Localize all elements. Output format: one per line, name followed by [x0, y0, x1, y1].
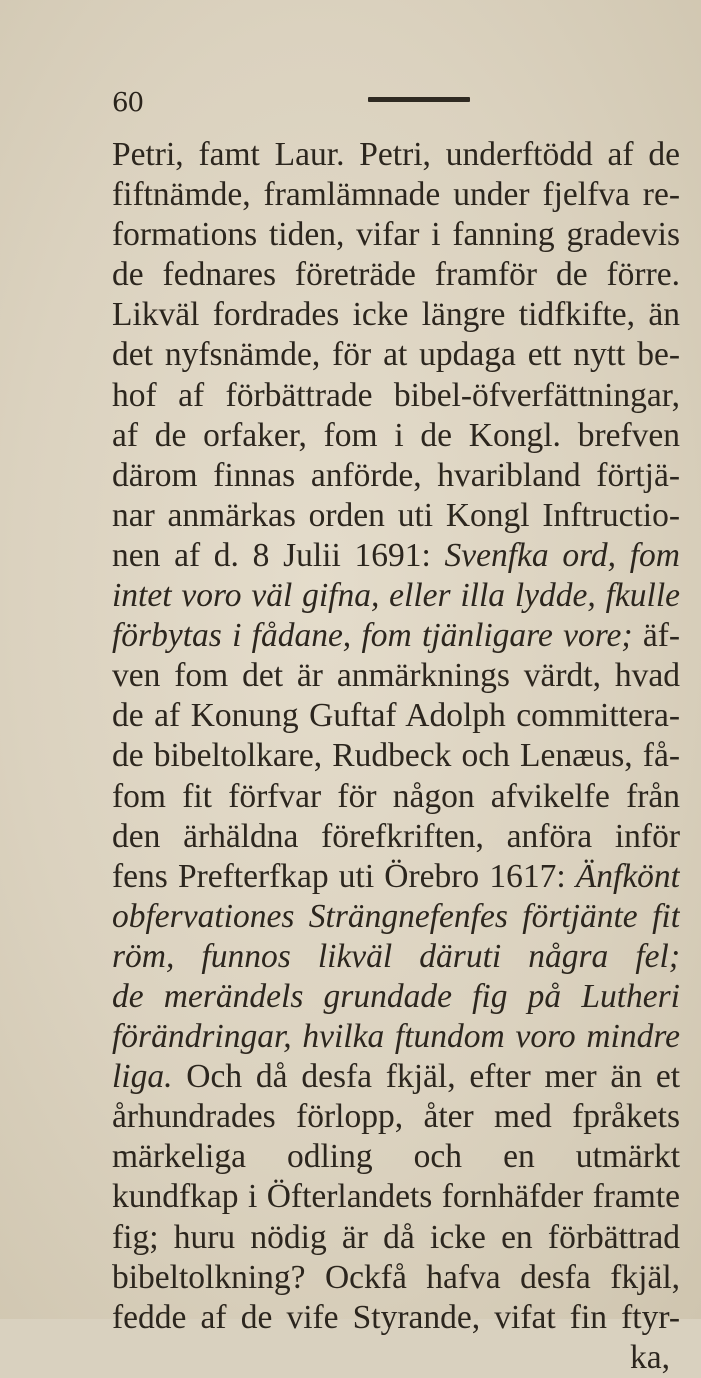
- text-line: [112, 937, 680, 977]
- italic-text: röm, funnos likväl däruti några fel;: [112, 937, 680, 975]
- roman-text: ven fom det är anmärknings värdt, hvad: [112, 657, 680, 695]
- text-line: [112, 376, 680, 416]
- roman-text: fig; huru nödig är då icke en förbättrad: [112, 1218, 680, 1256]
- roman-text: nen af d. 8 Julii 1691:: [112, 536, 445, 574]
- roman-text: fedde af de vife Styrande, vifat fin ftyr-: [112, 1298, 680, 1336]
- roman-text: nar anmärkas orden uti Kongl Inftructio-: [112, 496, 680, 534]
- roman-text: ka,: [630, 1338, 670, 1376]
- rule-ornament: [368, 97, 470, 102]
- text-line: [112, 255, 680, 295]
- roman-text: hof af förbättrade bibel-öfverfättningar,: [112, 376, 680, 414]
- text-line: [112, 496, 680, 536]
- roman-text: äf-: [632, 617, 680, 655]
- roman-text: bibeltolkning? Ockfå hafva desfa fkjäl,: [112, 1258, 680, 1296]
- roman-text: Och då desfa fkjäl, efter mer än et: [172, 1058, 680, 1096]
- italic-text: de merändels grundade fig på Lutheri: [112, 977, 680, 1015]
- text-line: [112, 977, 680, 1017]
- text-line: [112, 1017, 680, 1057]
- text-line: [112, 777, 680, 817]
- text-line: [112, 817, 680, 857]
- roman-text: kundfkap i Öfterlandets fornhäfder framte: [112, 1178, 680, 1216]
- roman-text: formations tiden, vifar i fanning gradevis: [112, 216, 680, 254]
- italic-text: intet voro väl gifna, eller illa lydde, fkulle: [112, 577, 680, 615]
- text-line: [112, 1298, 680, 1338]
- text-line: [112, 1137, 680, 1177]
- text-line: [112, 295, 680, 335]
- roman-text: de af Konung Guftaf Adolph committera-: [112, 697, 680, 735]
- text-line: [112, 135, 680, 175]
- text-line: [112, 416, 680, 456]
- roman-text: af de orfaker, fom i de Kongl. brefven: [112, 416, 680, 454]
- roman-text: fiftnämde, framlämnade under fjelfva re-: [112, 176, 680, 214]
- roman-text: fens Prefterfkap uti Örebro 1617:: [112, 857, 576, 895]
- roman-text: fom fit förfvar för någon afvikelfe från: [112, 777, 680, 815]
- italic-text: liga.: [112, 1058, 173, 1096]
- text-line: [112, 1338, 680, 1378]
- roman-text: det nyfsnämde, för at updaga ett nytt be-: [112, 336, 680, 374]
- roman-text: därom finnas anförde, hvaribland förtjä-: [112, 456, 680, 494]
- body-text: [112, 135, 680, 1378]
- text-line: [112, 456, 680, 496]
- text-line: [112, 616, 680, 656]
- text-line: [112, 536, 680, 576]
- roman-text: de fednares företräde framför de förre.: [112, 256, 680, 294]
- roman-text: Likväl fordrades icke längre tidfkifte, än: [112, 296, 680, 334]
- roman-text: den ärhäldna förefkriften, anföra inför: [112, 817, 680, 855]
- text-line: [112, 857, 680, 897]
- text-line: [112, 696, 680, 736]
- italic-text: förändringar, hvilka ftundom voro mindre: [112, 1018, 680, 1056]
- roman-text: de bibeltolkare, Rudbeck och Lenæus, få-: [112, 737, 680, 775]
- text-line: [112, 576, 680, 616]
- italic-text: förbytas i fådane, fom tjänligare vore;: [112, 617, 633, 655]
- text-line: [112, 1258, 680, 1298]
- italic-text: Svenfka ord, fom: [444, 536, 680, 574]
- text-line: [112, 1218, 680, 1258]
- text-line: [112, 335, 680, 375]
- page-number: 60: [112, 88, 144, 118]
- text-line: [112, 1097, 680, 1137]
- italic-text: obfervationes Strängnefenfes förtjänte fit: [112, 897, 680, 935]
- text-line: [112, 1177, 680, 1217]
- text-line: [112, 897, 680, 937]
- text-line: [112, 175, 680, 215]
- text-line: [112, 736, 680, 776]
- text-line: [112, 1057, 680, 1097]
- text-line: [112, 656, 680, 696]
- page-header: [0, 0, 701, 140]
- roman-text: Petri, famt Laur. Petri, underftödd af de: [112, 136, 680, 173]
- roman-text: århundrades förlopp, åter med fpråkets: [112, 1098, 680, 1136]
- text-line: [112, 215, 680, 255]
- italic-text: Änfkönt: [575, 857, 680, 895]
- roman-text: märkeliga odling och en utmärkt: [112, 1138, 680, 1176]
